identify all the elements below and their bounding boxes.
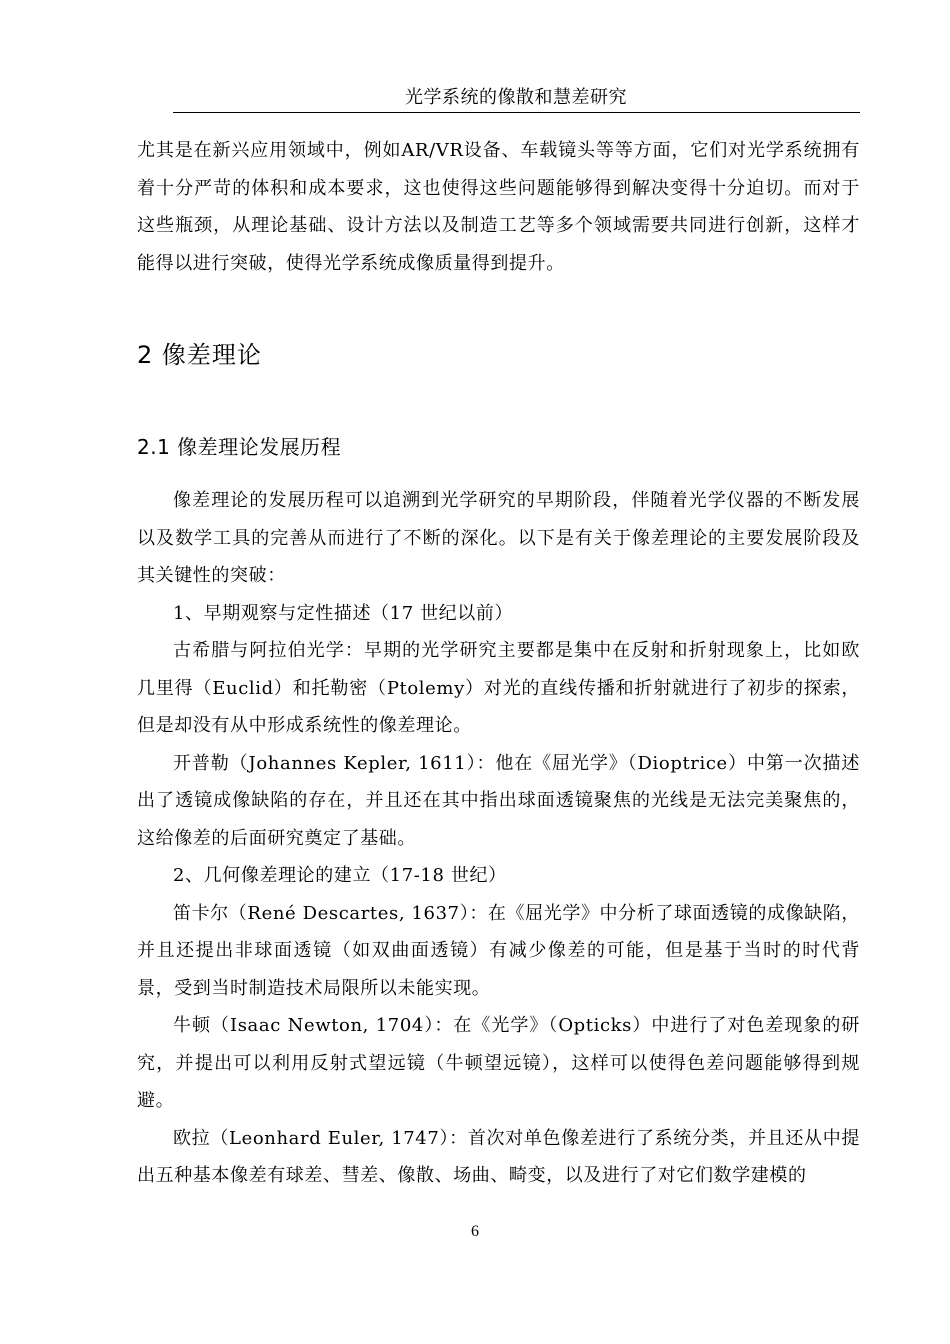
- subsection-heading: 2.1 像差理论发展历程: [137, 435, 342, 459]
- intro-block: [137, 132, 860, 282]
- body-paragraph: 古希腊与阿拉伯光学：早期的光学研究主要都是集中在反射和折射现象上，比如欧几里得（Euclid）和托勒密（Ptolemy）对光的直线传播和折射就进行了初步的探索，但是却没有从中形成系统性的像差理论。: [137, 640, 860, 736]
- page-number: 6: [471, 1223, 479, 1240]
- body-paragraph: 笛卡尔（René Descartes, 1637）：在《屈光学》中分析了球面透镜的成像缺陷，并且还提出非球面透镜（如双曲面透镜）有减少像差的可能，但是基于当时的时代背景，受到当时制造技术局限所以未能实现。: [137, 902, 860, 999]
- running-header: 光学系统的像散和慧差研究: [405, 87, 627, 108]
- body-paragraph: 牛顿（Isaac Newton, 1704）：在《光学》（Opticks）中进行了对色差现象的研究，并提出可以利用反射式望远镜（牛顿望远镜），这样可以使得色差问题能够得到规避。: [137, 1015, 860, 1111]
- body-block: [137, 482, 860, 1195]
- body-paragraph: 欧拉（Leonhard Euler, 1747）：首次对单色像差进行了系统分类，并且还从中提出五种基本像差有球差、彗差、像散、场曲、畸变，以及进行了对它们数学建模的: [137, 1127, 860, 1186]
- intro-paragraph: 尤其是在新兴应用领域中，例如AR/VR设备、车载镜头等等方面，它们对光学系统拥有着十分严苛的体积和成本要求，这也使得这些问题能够得到解决变得十分迫切。而对于这些瓶颈，从理论基础、设计方法以及制造工艺等多个领域需要共同进行创新，这样才能得以进行突破，使得光学系统成像质量得到提升。: [137, 140, 860, 274]
- body-paragraph: 开普勒（Johannes Kepler, 1611）：他在《屈光学》（Dioptrice）中第一次描述出了透镜成像缺陷的存在，并且还在其中指出球面透镜聚焦的光线是无法完美聚焦的，这给像差的后面研究奠定了基础。: [137, 752, 860, 849]
- section-heading: 2 像差理论: [137, 341, 262, 369]
- list-heading: 2、几何像差理论的建立（17-18 世纪）: [173, 865, 507, 886]
- body-paragraph: 像差理论的发展历程可以追溯到光学研究的早期阶段，伴随着光学仪器的不断发展以及数学工具的完善从而进行了不断的深化。以下是有关于像差理论的主要发展阶段及其关键性的突破：: [137, 490, 860, 586]
- list-heading: 1、早期观察与定性描述（17 世纪以前）: [173, 602, 514, 624]
- header-rule: [173, 112, 860, 113]
